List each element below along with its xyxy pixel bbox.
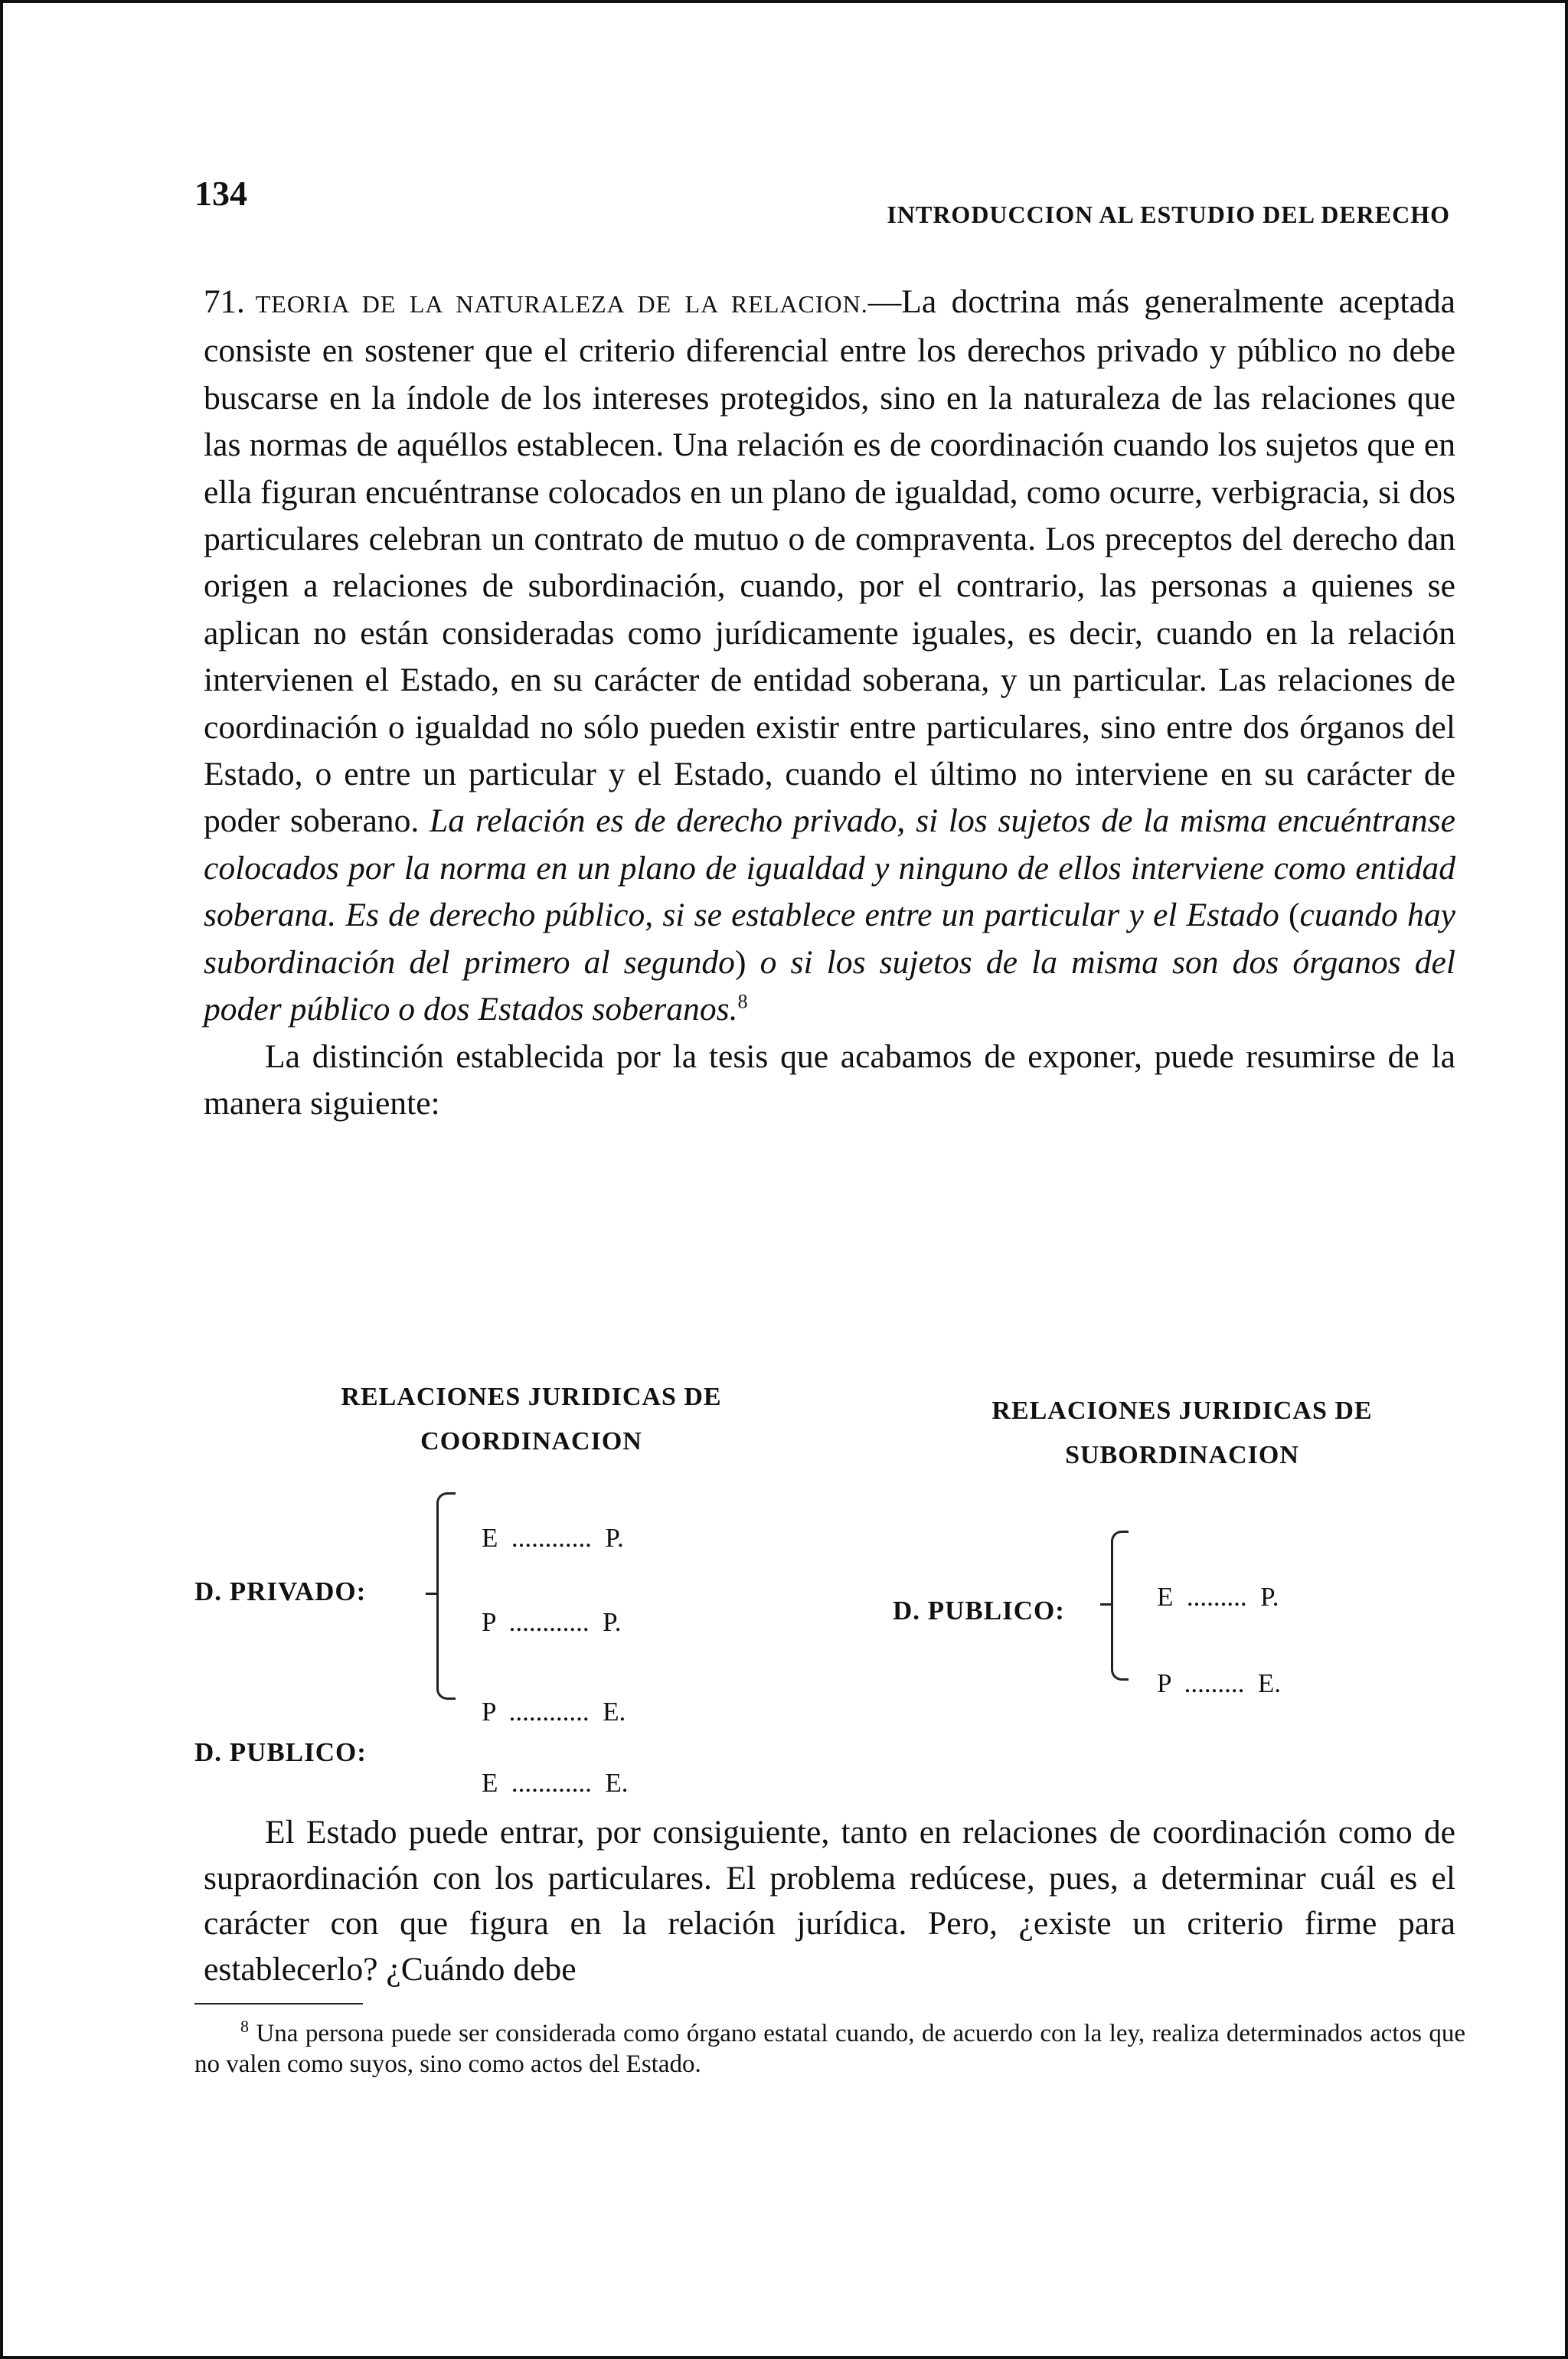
left-brace: [436, 1492, 456, 1700]
left-publico-label: D. PUBLICO:: [194, 1737, 367, 1767]
closing-text: [204, 1810, 1455, 1992]
coord-row-1: E ............ P.: [482, 1523, 624, 1553]
right-brace: [1111, 1531, 1129, 1681]
subordination-table-title: RELACIONES JURIDICAS DE SUBORDINACION: [991, 1397, 1373, 1469]
coord-row-2: P ............ P.: [482, 1607, 622, 1637]
footnote-reference: 8: [737, 990, 748, 1013]
quote-close-paren: ): [734, 943, 746, 981]
definition-quote-part-c: o si los sujetos de la misma son dos órganos del poder público o dos Estados soberanos.: [204, 943, 1455, 1028]
definition-quote-part-b: cuando hay subordinación del primero al segundo: [204, 897, 1455, 981]
coordination-table-title: RELACIONES JURIDICAS DE COORDINACION: [341, 1383, 722, 1456]
quote-open-paren: (: [1288, 897, 1300, 934]
section-heading: TEORIA DE LA NATURALEZA DE LA RELACION.: [255, 290, 868, 318]
left-privado-label: D. PRIVADO:: [194, 1576, 367, 1606]
footnote: [194, 2018, 1465, 2080]
coord-row-3: P ............ E.: [482, 1697, 626, 1727]
running-head: INTRODUCCION AL ESTUDIO DEL DERECHO: [887, 201, 1450, 228]
footnote-text: Una persona puede ser considerada como órgano estatal cuando, de acuerdo con la ley, realiza determinados actos que no valen como suyos, sino como actos del Estado.: [194, 2020, 1465, 2078]
subord-row-2: P ......... E.: [1157, 1668, 1282, 1698]
footnote-number: 8: [240, 2017, 249, 2036]
main-body-text: [204, 279, 1455, 1127]
subord-row-1: E ......... P.: [1157, 1582, 1279, 1612]
page-number: 134: [194, 174, 247, 213]
coord-publico-row: E ............ E.: [482, 1768, 629, 1798]
closing-paragraph: El Estado puede entrar, por consiguiente, tanto en relaciones de coordinación como de supraordinación con los particulares. El problema redúcese, pues, a determinar cuál es el carácter con que figura en la relación jurídica. Pero, ¿existe un criterio firme para establecerlo? ¿Cuándo debe: [204, 1814, 1455, 1988]
summary-intro-paragraph: La distinción establecida por la tesis que acabamos de exponer, puede resumirse de la manera siguiente:: [204, 1037, 1455, 1122]
section-71-paragraph: [204, 279, 1455, 1034]
definition-quote-part-a: La relación es de derecho privado, si los sujetos de la misma encuéntranse colocados por la norma en un plano de igualdad y ninguno de ellos interviene como entidad soberana. Es de derecho público, si se establece entre un particular y el Estado: [204, 802, 1455, 934]
footnote-divider: [194, 2003, 363, 2004]
paragraph-text: —La doctrina más generalmente aceptada consiste en sostener que el criterio diferencial entre los derechos privado y público no debe buscarse en la índole de los intereses protegidos, sino en la naturaleza de las relaciones que las normas de aquéllos establecen. Una relación es de coordinación cuando los sujetos que en ella figuran encuéntranse colocados en un plano de igualdad, como ocurre, verbigracia, si dos particulares celebran un contrato de mutuo o de compraventa. Los preceptos del derecho dan origen a relaciones de subordinación, cuando, por el contrario, las personas a quienes se aplican no están consideradas como jurídicamente iguales, es decir, cuando en la relación intervienen el Estado, en su carácter de entidad soberana, y un particular. Las relaciones de coordinación o igualdad no sólo pueden existir entre particulares, sino entre dos órganos del Estado, o entre un particular y el Estado, cuando el último no interviene en su carácter de poder soberano.: [204, 283, 1456, 840]
right-publico-label: D. PUBLICO:: [893, 1596, 1065, 1625]
section-number: 71.: [204, 284, 245, 320]
